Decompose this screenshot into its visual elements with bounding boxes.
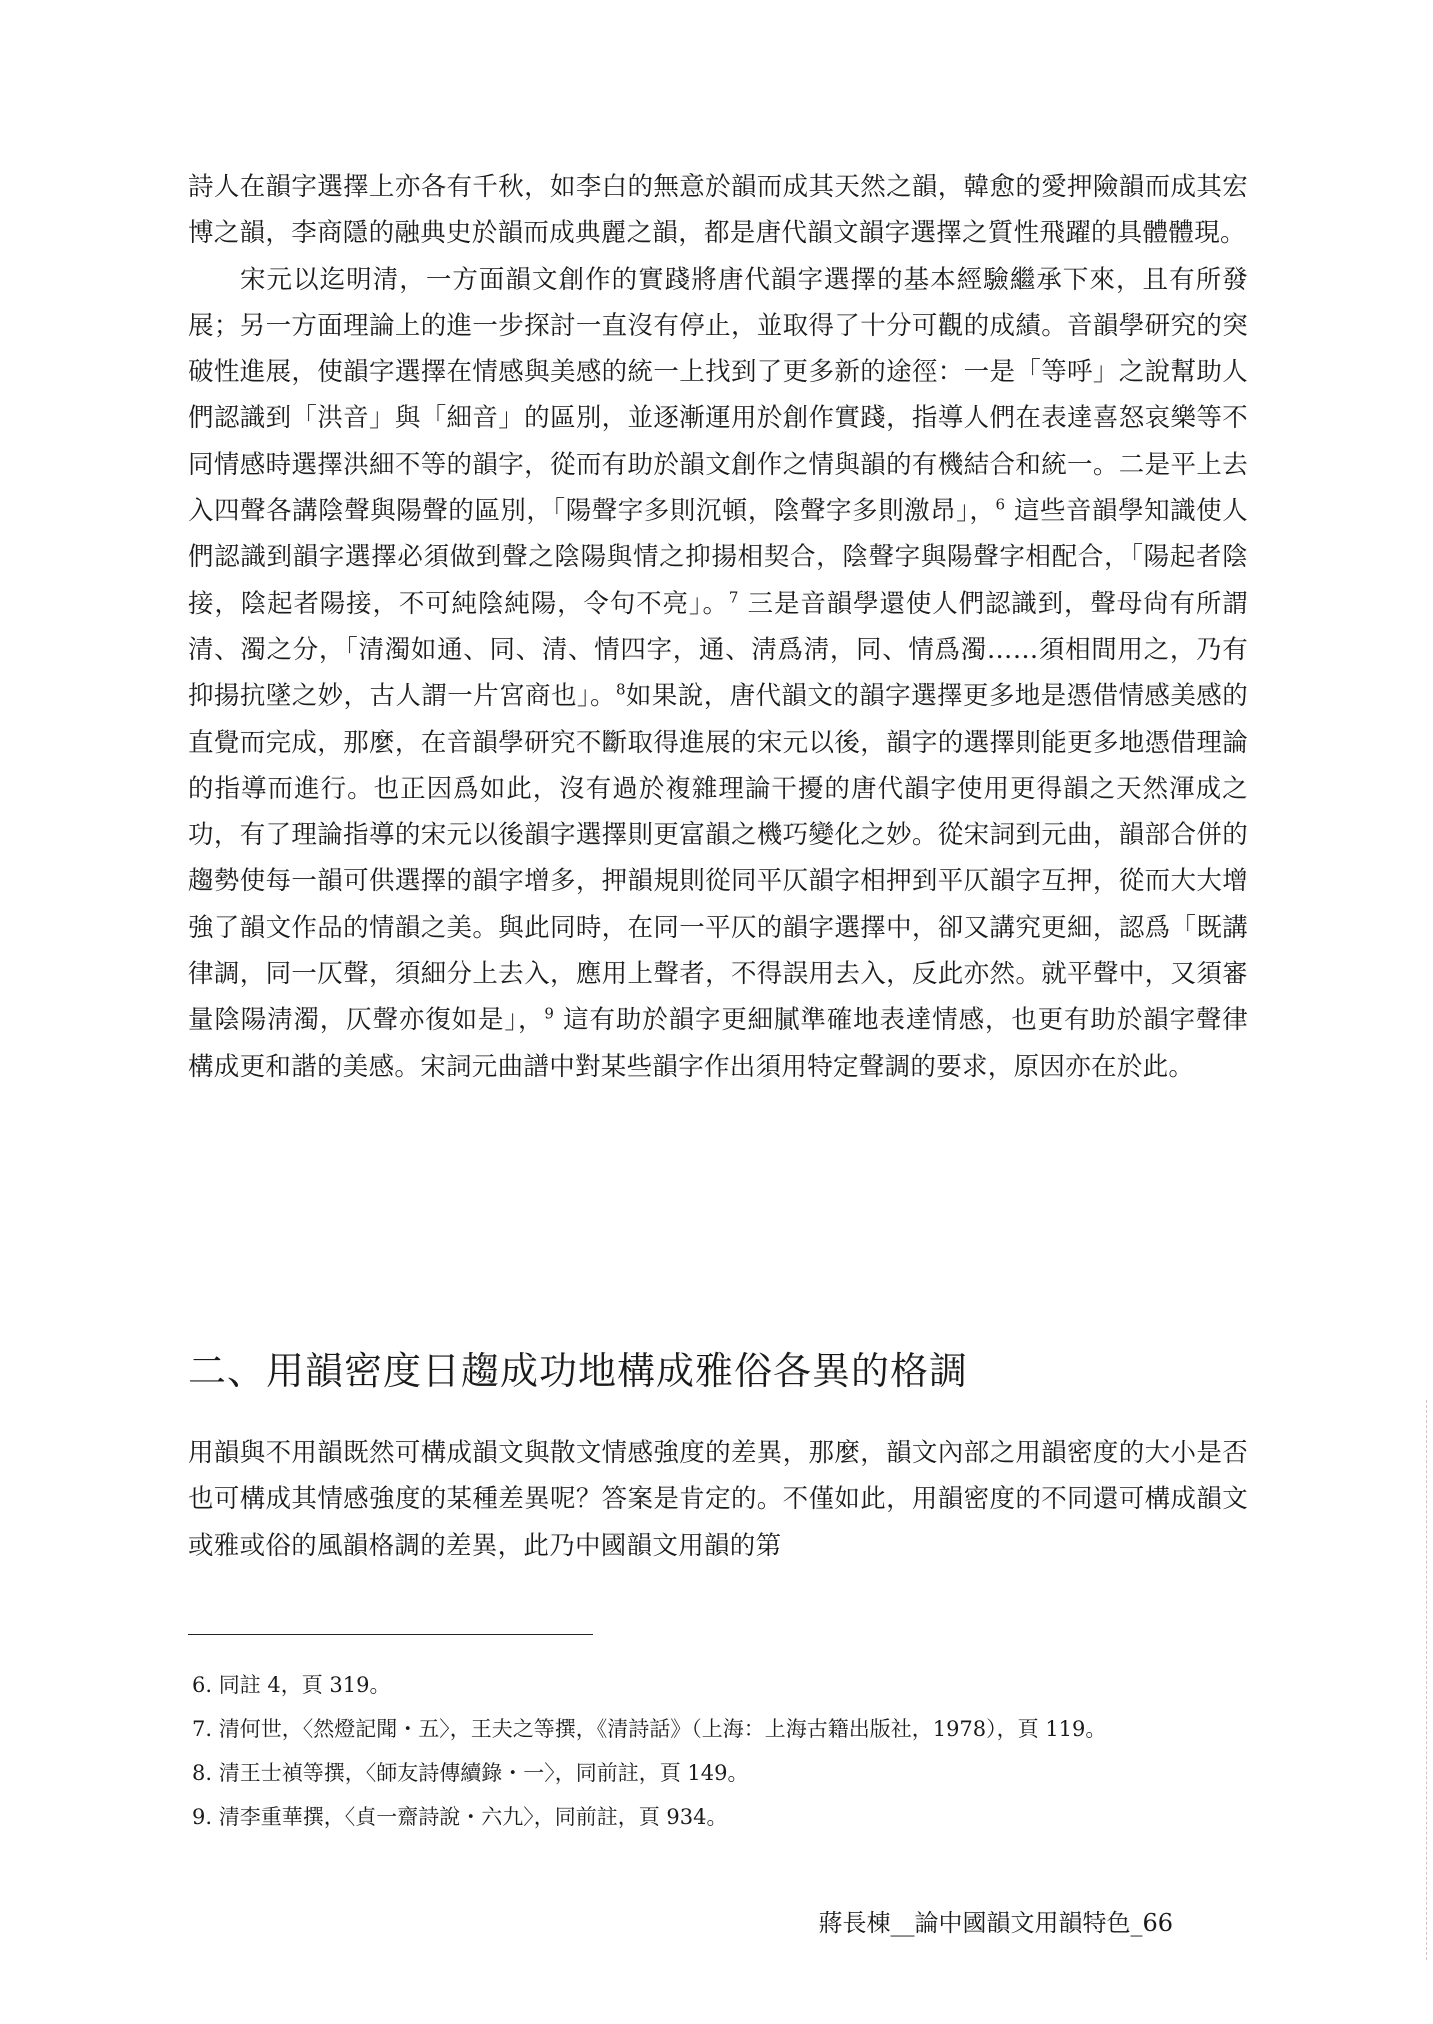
body-text-top (188, 164, 1248, 1090)
footnote-ref-9[interactable]: 9 (544, 1004, 555, 1023)
footnote-ref-7[interactable]: 7 (728, 588, 739, 607)
body-text-bottom (188, 1430, 1248, 1569)
text-run: 這些音韻學知識使人們認識到韻字選擇必須做到聲之陰陽與情之抑揚相契合，陰聲字與陽聲字相配合，「陽起者陰接，陰起者陽接，不可純陰純陽，令句不亮」。 (188, 496, 1248, 619)
paragraph-continuation: 詩人在韻字選擇上亦各有千秋，如李白的無意於韻而成其天然之韻，韓愈的愛押險韻而成其宏博之韻，李商隱的融典史於韻而成典麗之韻，都是唐代韻文韻字選擇之質性飛躍的具體體現。 (188, 172, 1248, 249)
footnote-8: 8. 清王士禎等撰，〈師友詩傳續錄・一〉，同前註，頁 149。 (192, 1761, 749, 1785)
scan-edge-mark (1426, 1400, 1427, 1960)
paragraph-rhyme-density: 用韻與不用韻既然可構成韻文與散文情感強度的差異，那麼，韻文內部之用韻密度的大小是否也可構成其情感強度的某種差異呢？答案是肯定的。不僅如此，用韻密度的不同還可構成韻文或雅或俗的風韻格調的差異，此乃中國韻文用韻的第 (188, 1438, 1248, 1561)
text-run: 三是音韻學還使人們認識到，聲母尙有所謂清、濁之分，「清濁如通、同、清、情四字，通、淸爲淸，同、情爲濁……須相間用之，乃有抑揚抗墜之妙，古人謂一片宮商也」。 (188, 588, 1248, 712)
footnote-6: 6. 同註 4，頁 319。 (192, 1673, 391, 1697)
footnote-ref-8[interactable]: 8 (615, 680, 626, 699)
footnote-7: 7. 清何世，〈然燈記聞・五〉，王夫之等撰，《清詩話》（上海：上海古籍出版社，1978），頁 119。 (192, 1717, 1107, 1741)
footnote-9: 9. 清李重華撰，〈貞一齋詩說・六九〉，同前註，頁 934。 (192, 1805, 728, 1829)
section-heading: 二、用韻密度日趨成功地構成雅俗各異的格調 (188, 1349, 969, 1393)
text-run: 宋元以迄明清，一方面韻文創作的實踐將唐代韻字選擇的基本經驗繼承下來，且有所發展；另一方面理論上的進一步探討一直沒有停止，並取得了十分可觀的成績。音韻學研究的突破性進展，使韻字選擇在情感與美感的統一上找到了更多新的途徑：一是「等呼」之說幫助人們認識到「洪音」與「細音」的區別，並逐漸運用於創作實踐，指導人們在表達喜怒哀樂等不同情感時選擇洪細不等的韻字，從而有助於韻文創作之情與韻的有機結合和統一。二是平上去入四聲各講陰聲與陽聲的區別，「陽聲字多則沉頓，陰聲字多則激昂」， (188, 264, 1248, 527)
footnote-ref-6[interactable]: 6 (995, 495, 1006, 514)
footnote-separator (188, 1634, 593, 1635)
text-run: 如果說，唐代韻文的韻字選擇更多地是憑借情感美感的直覺而完成，那麼，在音韻學研究不斷取得進展的宋元以後，韻字的選擇則能更多地憑借理論的指導而進行。也正因爲如此，沒有過於複雜理論干擾的唐代韻字使用更得韻之天然渾成之功，有了理論指導的宋元以後韻字選擇則更富韻之機巧變化之妙。從宋詞到元曲，韻部合併的趨勢使每一韻可供選擇的韻字增多，押韻規則從同平仄韻字相押到平仄韻字互押，從而大大增強了韻文作品的情韻之美。與此同時，在同一平仄的韻字選擇中，卻又講究更細，認爲「既講律調，同一仄聲，須細分上去入，應用上聲者，不得誤用去入，反此亦然。就平聲中，又須審量陰陽淸濁，仄聲亦復如是」， (188, 681, 1248, 1036)
running-footer: 蔣長棟__論中國韻文用韻特色_66 (818, 1909, 1173, 1937)
footnotes-list (192, 1666, 1248, 1842)
text-run: 這有助於韻字更細膩準確地表達情感，也更有助於韻字聲律構成更和諧的美感。宋詞元曲譜中對某些韻字作出須用特定聲調的要求，原因亦在於此。 (188, 1005, 1248, 1082)
paragraph-song-yuan (188, 257, 1248, 1090)
